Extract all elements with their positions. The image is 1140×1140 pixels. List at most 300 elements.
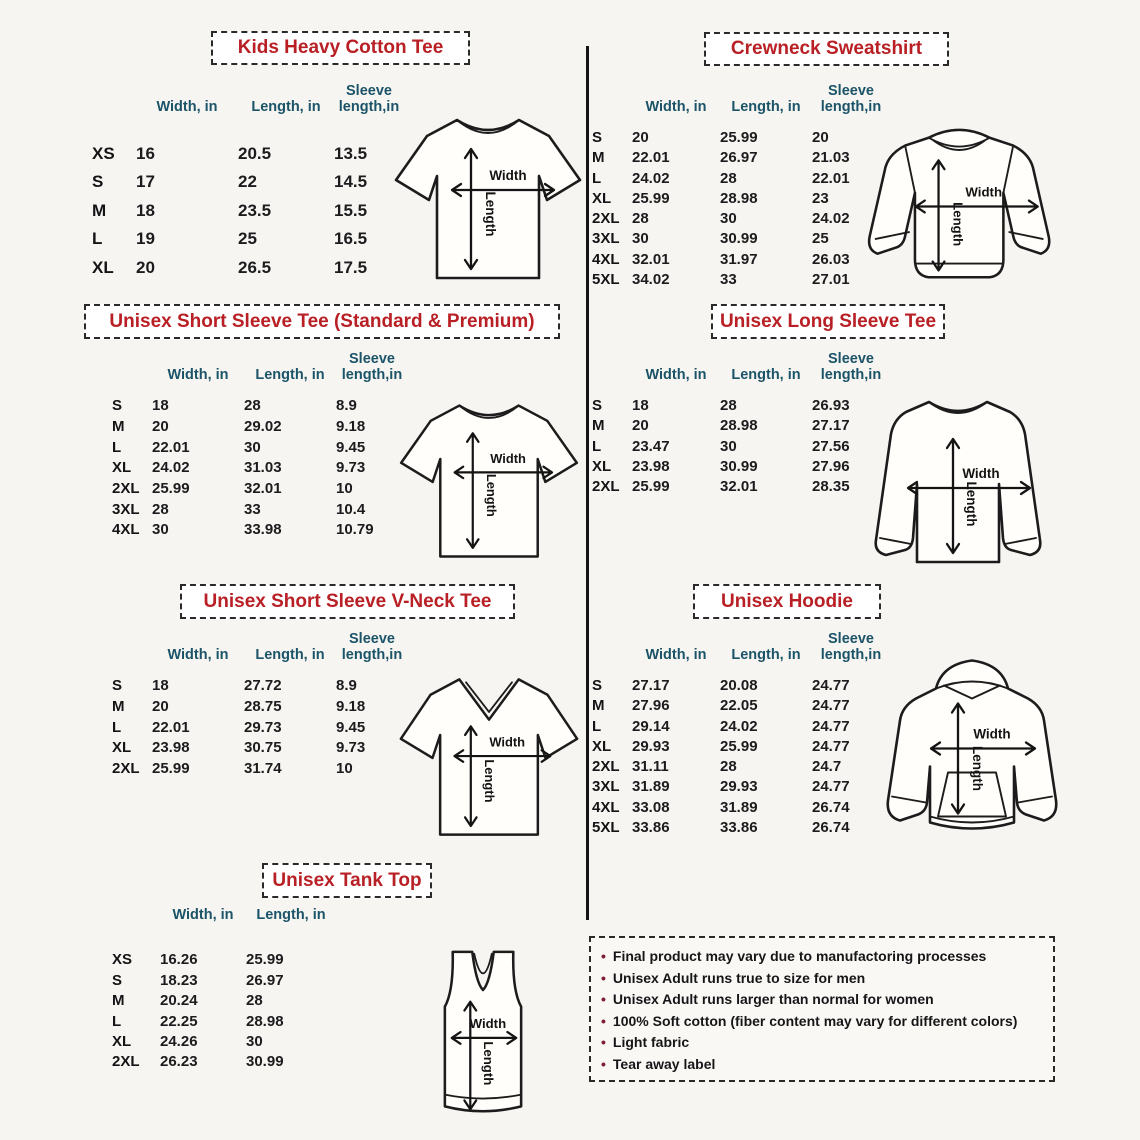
size-label: L — [112, 1012, 122, 1030]
value-cell: 10.79 — [336, 521, 374, 539]
value-cell: 32.01 — [244, 479, 282, 497]
length-arrow-label: Length — [484, 473, 500, 517]
value-cell: 30.99 — [246, 1053, 284, 1071]
sleeve-header-line1: Sleeve — [828, 631, 874, 647]
table-row — [592, 416, 890, 436]
table-row — [592, 188, 890, 208]
table-row — [112, 395, 408, 416]
size-label: XL — [592, 189, 612, 207]
sweatshirt-illustration-icon — [856, 120, 1082, 295]
size-label: M — [592, 417, 605, 435]
value-cell: 24.7 — [812, 758, 842, 776]
size-table — [112, 352, 408, 540]
value-cell: 32.01 — [720, 478, 758, 496]
table-header-row — [592, 84, 890, 115]
col-header-sleeve — [812, 352, 890, 383]
value-cell: 23.98 — [152, 739, 190, 757]
size-label: 4XL — [592, 250, 620, 268]
notes-box — [589, 936, 1055, 1082]
value-cell: 26.93 — [812, 396, 850, 414]
table-row — [92, 139, 404, 168]
table-row — [592, 757, 890, 777]
value-cell: 31.89 — [632, 778, 670, 796]
table-row — [112, 416, 408, 437]
note-item — [601, 1032, 1043, 1054]
sleeve-header-line1: Sleeve — [349, 351, 395, 367]
note-text: 100% Soft cotton (fiber content may vary for different colors) — [612, 1012, 1018, 1029]
col-header-width: Width, in — [156, 98, 218, 115]
value-cell: 27.17 — [632, 676, 670, 694]
value-cell: 28 — [632, 210, 649, 228]
value-cell: 33.86 — [720, 819, 758, 837]
table-row — [112, 457, 408, 478]
table-row — [92, 225, 404, 254]
product-title-box — [262, 863, 432, 898]
value-cell: 19 — [136, 229, 155, 249]
note-text: Light fabric — [612, 1034, 690, 1050]
table-header-row — [112, 352, 408, 383]
note-item — [601, 968, 1043, 990]
value-cell: 31.11 — [632, 758, 669, 776]
table-row — [92, 254, 404, 283]
value-cell: 25 — [238, 229, 257, 249]
table-row — [592, 229, 890, 249]
value-cell: 22.01 — [812, 169, 850, 187]
size-label: 4XL — [592, 798, 620, 816]
size-label: 2XL — [112, 479, 140, 497]
hoodie-illustration-icon — [872, 652, 1072, 852]
value-cell: 9.73 — [336, 739, 366, 757]
note-item — [601, 1054, 1043, 1076]
value-cell: 27.56 — [812, 437, 850, 455]
product-title: Unisex Long Sleeve Tee — [719, 310, 937, 332]
value-cell: 20.08 — [720, 676, 758, 694]
size-label: XL — [112, 459, 132, 477]
value-cell: 29.73 — [244, 718, 282, 736]
col-header-width: Width, in — [167, 366, 229, 383]
value-cell: 22.05 — [720, 697, 758, 715]
value-cell: 30.99 — [720, 230, 758, 248]
size-label: XL — [592, 457, 612, 475]
product-title-box — [84, 304, 560, 339]
size-label: M — [92, 200, 107, 220]
size-label: 2XL — [112, 759, 140, 777]
value-cell: 28 — [720, 169, 737, 187]
value-cell: 18 — [152, 677, 169, 695]
value-cell: 29.02 — [244, 417, 282, 435]
table-row — [92, 197, 404, 226]
size-table — [592, 84, 890, 290]
value-cell: 29.93 — [720, 778, 758, 796]
value-cell: 15.5 — [334, 200, 368, 220]
product-title: Unisex Hoodie — [721, 590, 853, 612]
value-cell: 28.75 — [244, 697, 282, 715]
value-cell: 27.01 — [812, 271, 850, 289]
value-cell: 18 — [152, 397, 169, 415]
table-row — [112, 519, 408, 540]
value-cell: 17.5 — [334, 257, 368, 277]
value-cell: 26.97 — [246, 971, 284, 989]
table-row — [112, 970, 336, 990]
sleeve-header-line1: Sleeve — [828, 83, 874, 99]
value-cell: 30 — [244, 438, 261, 456]
size-table — [112, 632, 408, 779]
size-label: L — [112, 718, 122, 736]
product-title-box — [180, 584, 515, 619]
value-cell: 25.99 — [720, 128, 758, 146]
sleeve-header-line2: length,in — [341, 646, 403, 663]
col-header-length: Length, in — [731, 646, 801, 663]
bullet-icon: • — [601, 1055, 606, 1072]
size-label: L — [112, 438, 122, 456]
value-cell: 30 — [632, 230, 649, 248]
note-text: Unisex Adult runs true to size for men — [612, 969, 866, 986]
size-label: 2XL — [592, 210, 620, 228]
value-cell: 26.74 — [812, 798, 850, 816]
tee-illustration-icon — [393, 110, 583, 288]
size-label: 5XL — [592, 819, 620, 837]
table-row — [592, 456, 890, 476]
value-cell: 28 — [720, 396, 737, 414]
size-table — [592, 352, 890, 497]
value-cell: 10 — [336, 759, 353, 777]
table-row — [592, 716, 890, 736]
value-cell: 25.99 — [632, 189, 670, 207]
size-label: XS — [112, 951, 133, 969]
size-label: M — [112, 697, 125, 715]
value-cell: 34.02 — [632, 271, 670, 289]
value-cell: 24.02 — [812, 210, 850, 228]
note-item — [601, 946, 1043, 968]
col-header-length: Length, in — [255, 646, 325, 663]
product-title-box — [693, 584, 881, 619]
value-cell: 31.03 — [244, 459, 282, 477]
size-label: XS — [92, 143, 115, 163]
width-arrow-label: Width — [490, 450, 526, 466]
value-cell: 25.99 — [632, 478, 670, 496]
size-table — [112, 908, 336, 1072]
value-cell: 29.93 — [632, 737, 670, 755]
table-row — [112, 437, 408, 458]
size-label: L — [592, 437, 602, 455]
value-cell: 28 — [246, 992, 263, 1010]
value-cell: 27.17 — [812, 417, 850, 435]
value-cell: 27.96 — [812, 457, 850, 475]
table-row — [592, 249, 890, 269]
value-cell: 18 — [632, 396, 649, 414]
value-cell: 25.99 — [246, 951, 284, 969]
value-cell: 24.77 — [812, 697, 850, 715]
value-cell: 30.75 — [244, 739, 282, 757]
col-header-width: Width, in — [645, 98, 707, 115]
value-cell: 22.01 — [152, 718, 190, 736]
value-cell: 20 — [152, 417, 169, 435]
value-cell: 22 — [238, 172, 257, 192]
table-row — [592, 696, 890, 716]
value-cell: 30.99 — [720, 457, 758, 475]
table-row — [592, 777, 890, 797]
length-arrow-label: Length — [483, 191, 498, 237]
col-header-width: Width, in — [645, 646, 707, 663]
col-header-width: Width, in — [167, 646, 229, 663]
value-cell: 21.03 — [812, 149, 850, 167]
table-row — [592, 797, 890, 817]
product-title-box — [704, 32, 949, 66]
v-neck-tee-illustration-icon — [398, 666, 580, 848]
value-cell: 9.18 — [336, 417, 366, 435]
value-cell: 26.5 — [238, 257, 272, 277]
value-cell: 10 — [336, 479, 353, 497]
value-cell: 30 — [152, 521, 169, 539]
product-title: Unisex Short Sleeve Tee (Standard & Premium) — [109, 310, 535, 332]
value-cell: 28 — [720, 758, 737, 776]
product-title-box — [211, 31, 470, 65]
value-cell: 33.98 — [244, 521, 282, 539]
note-text: Final product may vary due to manufactoring processes — [612, 948, 987, 964]
col-header-sleeve — [336, 632, 408, 663]
value-cell: 31.97 — [720, 250, 758, 268]
width-arrow-label: Width — [965, 184, 1003, 200]
value-cell: 13.5 — [334, 143, 368, 163]
size-label: S — [112, 397, 123, 415]
value-cell: 22.01 — [152, 438, 190, 456]
value-cell: 20.5 — [238, 143, 272, 163]
value-cell: 32.01 — [632, 250, 670, 268]
value-cell: 33.86 — [632, 819, 670, 837]
value-cell: 22.25 — [160, 1012, 198, 1030]
table-header-row — [92, 84, 404, 115]
col-header-width: Width, in — [172, 907, 234, 923]
value-cell: 20 — [152, 697, 169, 715]
value-cell: 29.14 — [632, 717, 670, 735]
table-row — [592, 148, 890, 168]
table-row — [592, 127, 890, 147]
bullet-icon: • — [601, 991, 606, 1007]
sleeve-header-line2: length,in — [820, 98, 882, 115]
value-cell: 23.5 — [238, 200, 272, 220]
value-cell: 33 — [720, 271, 737, 289]
size-label: S — [592, 676, 603, 694]
table-header-row — [592, 632, 890, 663]
sleeve-header-line1: Sleeve — [346, 83, 392, 99]
note-item — [601, 989, 1043, 1011]
value-cell: 30 — [720, 210, 737, 228]
col-header-sleeve — [336, 352, 408, 383]
value-cell: 23 — [812, 189, 829, 207]
value-cell: 17 — [136, 172, 155, 192]
product-title-box — [711, 304, 945, 339]
size-label: M — [592, 697, 605, 715]
value-cell: 9.45 — [336, 438, 366, 456]
bullet-icon: • — [601, 1012, 606, 1029]
value-cell: 33 — [244, 500, 261, 518]
size-label: XL — [92, 257, 114, 277]
size-label: 4XL — [112, 521, 140, 539]
size-label: M — [112, 992, 125, 1010]
value-cell: 18.23 — [160, 971, 198, 989]
value-cell: 14.5 — [334, 172, 368, 192]
table-row — [592, 436, 890, 456]
value-cell: 24.77 — [812, 778, 850, 796]
value-cell: 23.47 — [632, 437, 670, 455]
sleeve-header-line2: length,in — [820, 646, 882, 663]
col-header-length: Length, in — [731, 98, 801, 115]
note-text: Tear away label — [612, 1055, 716, 1072]
size-label: 3XL — [592, 778, 620, 796]
table-row — [112, 1031, 336, 1051]
length-arrow-label: Length — [964, 481, 979, 527]
sleeve-header-line1: Sleeve — [828, 351, 874, 367]
value-cell: 26.74 — [812, 819, 850, 837]
value-cell: 28.35 — [812, 478, 850, 496]
col-header-length: Length, in — [255, 366, 325, 383]
width-arrow-label: Width — [489, 168, 527, 183]
value-cell: 25.99 — [720, 737, 758, 755]
size-label: L — [592, 169, 602, 187]
value-cell: 28.98 — [246, 1012, 284, 1030]
value-cell: 31.74 — [244, 759, 282, 777]
bullet-icon: • — [601, 969, 606, 986]
size-label: XL — [112, 739, 132, 757]
value-cell: 25.99 — [152, 759, 190, 777]
value-cell: 23.98 — [632, 457, 670, 475]
vertical-divider — [586, 46, 589, 920]
size-label: XL — [112, 1032, 132, 1050]
sleeve-header-line2: length,in — [338, 98, 400, 115]
table-row — [112, 950, 336, 970]
table-row — [112, 737, 408, 758]
table-row — [592, 209, 890, 229]
value-cell: 24.77 — [812, 676, 850, 694]
table-row — [592, 817, 890, 837]
value-cell: 28.98 — [720, 189, 758, 207]
table-row — [592, 675, 890, 695]
value-cell: 31.89 — [720, 798, 758, 816]
value-cell: 26.03 — [812, 250, 850, 268]
value-cell: 8.9 — [336, 677, 357, 695]
table-row — [112, 696, 408, 717]
value-cell: 16.26 — [160, 951, 198, 969]
tank-top-illustration-icon — [418, 946, 548, 1122]
sleeve-header-line1: Sleeve — [349, 631, 395, 647]
table-row — [592, 477, 890, 497]
value-cell: 25.99 — [152, 479, 190, 497]
col-header-length: Length, in — [251, 98, 321, 115]
table-row — [592, 168, 890, 188]
value-cell: 24.02 — [632, 169, 670, 187]
value-cell: 28.98 — [720, 417, 758, 435]
size-label: M — [112, 417, 125, 435]
width-arrow-label: Width — [973, 726, 1011, 742]
width-arrow-label: Width — [962, 466, 1000, 481]
size-table — [92, 84, 404, 282]
width-arrow-label: Width — [489, 734, 526, 750]
size-label: 3XL — [112, 500, 140, 518]
table-row — [112, 478, 408, 499]
value-cell: 9.18 — [336, 697, 366, 715]
table-row — [112, 1011, 336, 1031]
length-arrow-label: Length — [480, 1041, 496, 1086]
table-row — [112, 499, 408, 520]
value-cell: 20 — [812, 128, 829, 146]
size-label: S — [92, 172, 104, 192]
table-row — [112, 758, 408, 779]
value-cell: 16.5 — [334, 229, 368, 249]
value-cell: 30 — [246, 1032, 263, 1050]
col-header-width: Width, in — [645, 366, 707, 383]
value-cell: 33.08 — [632, 798, 670, 816]
value-cell: 24.77 — [812, 717, 850, 735]
size-label: M — [592, 149, 605, 167]
value-cell: 9.73 — [336, 459, 366, 477]
table-row — [592, 269, 890, 289]
value-cell: 20 — [632, 128, 649, 146]
note-item — [601, 1011, 1043, 1033]
table-row — [592, 736, 890, 756]
long-sleeve-tee-illustration-icon — [853, 392, 1083, 574]
table-header-row — [112, 632, 408, 663]
size-label: L — [592, 717, 602, 735]
table-header-row — [592, 352, 890, 383]
value-cell: 20 — [632, 417, 649, 435]
table-row — [92, 168, 404, 197]
size-label: 2XL — [592, 758, 620, 776]
size-table — [592, 632, 890, 838]
value-cell: 22.01 — [632, 149, 670, 167]
sleeve-header-line2: length,in — [341, 366, 403, 383]
note-text: Unisex Adult runs larger than normal for women — [612, 991, 934, 1007]
length-arrow-label: Length — [950, 202, 966, 247]
value-cell: 20.24 — [160, 992, 198, 1010]
tee-illustration-icon — [398, 396, 580, 566]
size-label: S — [592, 396, 603, 414]
value-cell: 24.02 — [720, 717, 758, 735]
size-label: 2XL — [592, 478, 620, 496]
value-cell: 24.26 — [160, 1032, 198, 1050]
value-cell: 28 — [244, 397, 261, 415]
value-cell: 8.9 — [336, 397, 357, 415]
table-row — [112, 717, 408, 738]
width-arrow-label: Width — [469, 1016, 507, 1032]
value-cell: 16 — [136, 143, 155, 163]
size-label: S — [112, 971, 123, 989]
table-row — [592, 395, 890, 415]
length-arrow-label: Length — [482, 759, 498, 803]
size-label: 3XL — [592, 230, 620, 248]
product-title: Unisex Tank Top — [272, 869, 422, 891]
value-cell: 26.23 — [160, 1053, 198, 1071]
product-title: Kids Heavy Cotton Tee — [237, 37, 444, 58]
value-cell: 28 — [152, 500, 169, 518]
value-cell: 10.4 — [336, 500, 366, 518]
value-cell: 24.77 — [812, 737, 850, 755]
col-header-length: Length, in — [731, 366, 801, 383]
value-cell: 30 — [720, 437, 737, 455]
length-arrow-label: Length — [970, 746, 985, 791]
table-row — [112, 1052, 336, 1072]
size-label: S — [112, 677, 123, 695]
bullet-icon: • — [601, 948, 606, 964]
value-cell: 24.02 — [152, 459, 190, 477]
size-label: 2XL — [112, 1053, 140, 1071]
value-cell: 27.72 — [244, 677, 282, 695]
table-row — [112, 990, 336, 1010]
col-header-length: Length, in — [256, 907, 326, 923]
sleeve-header-line2: length,in — [820, 366, 882, 383]
value-cell: 20 — [136, 257, 155, 277]
size-label: S — [592, 128, 603, 146]
col-header-sleeve — [812, 84, 890, 115]
